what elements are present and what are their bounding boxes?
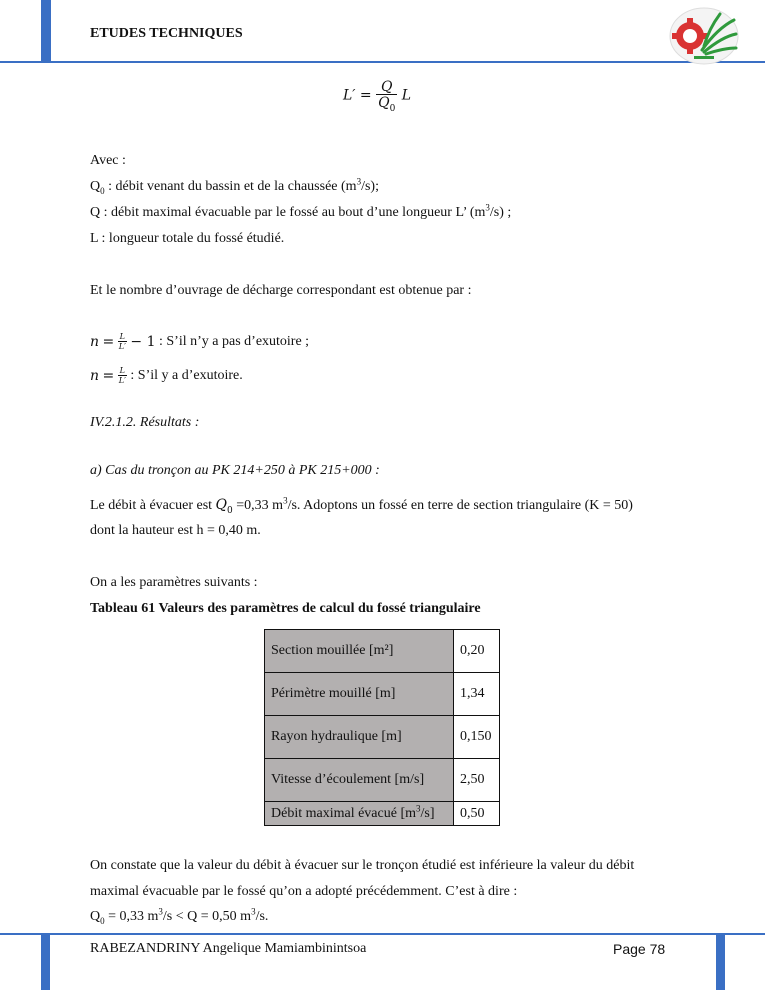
- formula-main-den: $Q_0$: [378, 95, 396, 114]
- table-row: [265, 802, 500, 826]
- table-cell-value: 0,20: [454, 630, 500, 673]
- table-cell-label: Vitesse d’écoulement [m/s]: [265, 759, 454, 802]
- formula-n-no-outlet: n = $\frac{L}{L'}$ − 1 : S’il n’y a pas d’exutoire ;: [90, 332, 310, 351]
- formula-main-rhs: L: [401, 87, 412, 104]
- formula-main-lhs: L′ =: [343, 87, 372, 104]
- header-rule: [0, 61, 765, 63]
- footer-left-bar: [41, 933, 50, 990]
- table-cell-label: Rayon hydraulique [m]: [265, 716, 454, 759]
- table-cell-label: Débit maximal évacué $[m^3/s]$: [265, 802, 454, 826]
- table-cell-label: Section mouillée [m²]: [265, 630, 454, 673]
- def-q0: $Q_0$ : débit venant du bassin et de la chaussée $(m^3/s)$;: [90, 176, 379, 196]
- table-row: [265, 759, 500, 802]
- table-cell-value: 0,50: [454, 802, 500, 826]
- formula-main: [343, 79, 412, 114]
- paragraph-flow: Le débit à évacuer est $Q_0 =0,33$ $m^3/s$. Adoptons un fossé en terre de section triangulaire (K = 50): [90, 495, 633, 516]
- footer-author: RABEZANDRINY Angelique Mamiambinintsoa: [90, 941, 367, 956]
- conclusion-line1: On constate que la valeur du débit à évacuer sur le tronçon étudié est inférieure la valeur du débit: [90, 858, 635, 873]
- table-row: [265, 716, 500, 759]
- table-row: [265, 630, 500, 673]
- conclusion-line3: $Q_0 = 0,33$ $m^3/s < Q = 0,50$ $m^3/s$.: [90, 906, 269, 926]
- table-cell-label: Périmètre mouillé [m]: [265, 673, 454, 716]
- def-q: Q : débit maximal évacuable par le fossé au bout d’une longueur L’ $(m^3/s)$ ;: [90, 202, 512, 220]
- section-heading: IV.2.1.2. Résultats :: [90, 415, 200, 430]
- table-cell-value: 1,34: [454, 673, 500, 716]
- intro-n-paragraph: Et le nombre d’ouvrage de décharge correspondant est obtenue par :: [90, 283, 472, 298]
- formula-n-with-outlet: n = $\frac{L}{L'}$ : S’il y a d’exutoire.: [90, 366, 243, 385]
- formula-main-num: Q: [376, 80, 397, 95]
- case-a-heading: a) Cas du tronçon au PK 214+250 à PK 215+000 :: [90, 463, 380, 478]
- formula-main-fraction: [376, 79, 397, 114]
- header-title: ETUDES TECHNIQUES: [90, 26, 243, 41]
- footer-right-bar: [716, 933, 725, 990]
- params-intro: On a les paramètres suivants :: [90, 575, 258, 590]
- university-logo: [668, 6, 740, 66]
- gear-logo-icon: [668, 6, 740, 66]
- formula-n1-fraction: $\frac{L}{L'}$: [118, 332, 126, 351]
- conclusion-line2: maximal évacuable par le fossé qu’on a adopté précédemment. C’est à dire :: [90, 884, 518, 899]
- table-cell-value: 0,150: [454, 716, 500, 759]
- footer-page-number: Page 78: [613, 941, 666, 957]
- params-table: [264, 629, 500, 826]
- table-caption: Tableau 61 Valeurs des paramètres de calcul du fossé triangulaire: [90, 601, 481, 616]
- table-cell-value: 2,50: [454, 759, 500, 802]
- table-row: [265, 673, 500, 716]
- def-l: L : longueur totale du fossé étudié.: [90, 231, 285, 246]
- paragraph-flow-line2: dont la hauteur est h = 0,40 m.: [90, 523, 261, 538]
- avec-label: Avec :: [90, 153, 126, 168]
- formula-n2-fraction: $\frac{L}{L'}$: [118, 366, 126, 385]
- header-left-bar: [41, 0, 51, 62]
- footer-rule: [0, 933, 765, 935]
